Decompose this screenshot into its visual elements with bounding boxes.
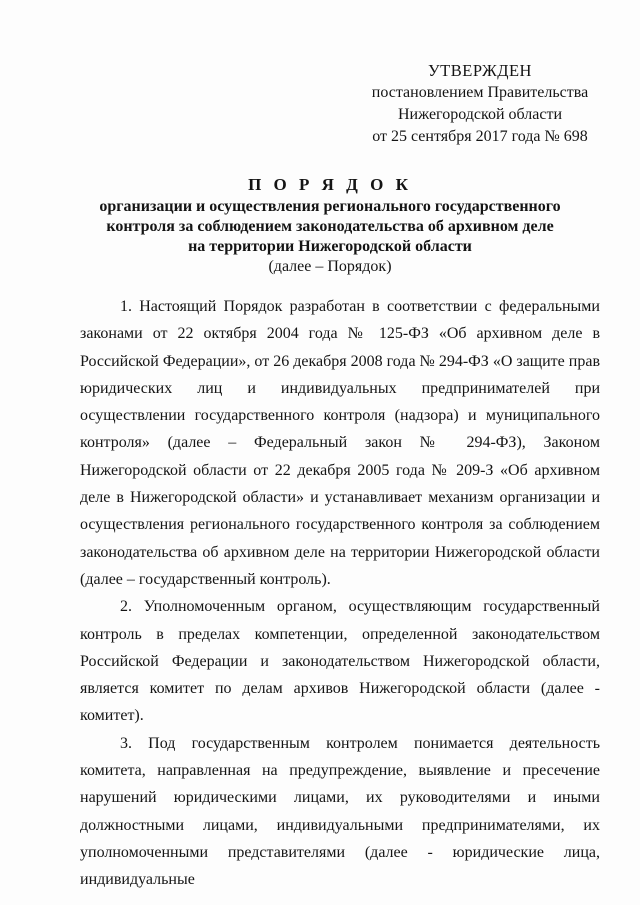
paragraph-2: 2. Уполномоченным органом, осуществляющим государственный контроль в пределах компетенции, определенной законодательством Российской Федерации и законодательством Нижегородской области, является комитет по делам архивов Нижегородской области (далее - комитет). — [80, 598, 600, 725]
title-line-1: организации и осуществления регионального государственного — [99, 198, 561, 215]
document-title — [60, 175, 600, 277]
approved-heading: УТВЕРЖДЕН — [428, 61, 532, 80]
order-heading: П О Р Я Д О К — [248, 175, 412, 194]
title-line-2: контроля за соблюдением законодательства об архивном деле — [106, 218, 554, 235]
title-line-3: на территории Нижегородской области — [188, 238, 472, 255]
approval-line-1: постановлением Правительства — [371, 84, 589, 101]
document-body — [80, 293, 600, 894]
paragraph-1: 1. Настоящий Порядок разработан в соответствии с федеральными законами от 22 октября 2004 года № 125-ФЗ «Об архивном деле в Российской Федерации», от 26 декабря 2008 года № 294-ФЗ «О защите прав юридических лиц и индивидуальных предпринимателей при осуществлении государственного контроля (надзора) и муниципального контроля» (далее – Федеральный закон № 294-ФЗ), Законом Нижегородской области от 22 декабря 2005 года № 209-З «Об архивном деле в Нижегородской области» и устанавливает механизм организации и осуществления регионального государственного контроля за соблюдением законодательства об архивном деле на территории Нижегородской области (далее – государственный контроль). — [80, 298, 600, 588]
approval-line-2: Нижегородской области — [397, 106, 562, 123]
approval-line-3: от 25 сентября 2017 года № 698 — [372, 128, 588, 145]
approval-stamp — [350, 60, 610, 148]
paragraph-3: 3. Под государственным контролем понимается деятельность комитета, направленная на предупреждение, выявление и пресечение нарушений юридическими лицами, их руководителями и иными должностными лицами, индивидуальными предпринимателями, их уполномоченными представителями (далее - юридические лица, индивидуальные — [80, 734, 600, 889]
title-hereinafter: (далее – Порядок) — [268, 258, 392, 275]
